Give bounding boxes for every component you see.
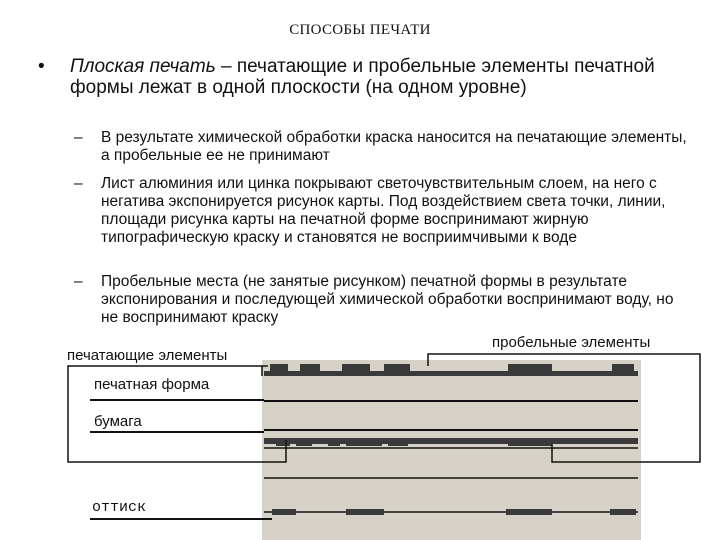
plate-printing-element bbox=[384, 364, 410, 371]
print-ink-mark bbox=[272, 509, 296, 515]
label-printing-elements: печатающие элементы bbox=[67, 347, 228, 364]
subpoint-marker: – bbox=[74, 175, 83, 192]
subpoint-text: Пробельные места (не занятые рисунком) печатной формы в результате экспонирования и последующей химической обработки воспринимают воду, но не воспринимают краску bbox=[101, 273, 674, 326]
slide-title: СПОСОБЫ ПЕЧАТИ bbox=[289, 22, 431, 38]
print-ink-mark bbox=[506, 509, 552, 515]
print-ink-mark bbox=[610, 509, 636, 515]
plate-printing-element bbox=[342, 364, 370, 371]
paper-ink-strip bbox=[264, 438, 638, 444]
plate-printing-element bbox=[270, 364, 288, 371]
bullet-term: Плоская печать bbox=[70, 56, 216, 77]
label-paper: бумага bbox=[94, 413, 142, 430]
subpoint-text: Лист алюминия или цинка покрывают светочувствительным слоем, на него с негатива экспонируется рисунок карты. Под воздействием света точки, линии, площади рисунка карты на печатной форме воспринимают жирную типографическую краску и становятся не восприимчивыми к воде bbox=[101, 175, 666, 246]
plate-printing-element bbox=[612, 364, 634, 371]
paper-printing-element bbox=[328, 441, 340, 446]
paper-printing-element bbox=[276, 441, 290, 446]
diagram-background bbox=[262, 360, 641, 540]
plate-ink-strip bbox=[264, 371, 638, 376]
bullet-marker: • bbox=[38, 56, 45, 77]
plate-printing-element bbox=[508, 364, 552, 371]
subpoint-marker: – bbox=[74, 129, 83, 146]
label-blank-elements: пробельные элементы bbox=[492, 334, 651, 351]
subpoint-text: В результате химической обработки краска наносится на печатающие элементы, а пробельные ее не принимают bbox=[101, 129, 687, 164]
paper-printing-element bbox=[508, 441, 552, 446]
print-ink-mark bbox=[346, 509, 384, 515]
plate-printing-element bbox=[300, 364, 320, 371]
label-printing-plate: печатная форма bbox=[94, 376, 210, 393]
label-print: оттиск bbox=[92, 499, 147, 516]
paper-printing-element bbox=[388, 441, 408, 446]
bullet-definition: – печатающие и пробельные элементы печатной формы лежат в одной плоскости (на одном уровне) bbox=[70, 56, 655, 98]
paper-printing-element bbox=[346, 441, 382, 446]
subpoint-marker: – bbox=[74, 273, 83, 290]
paper-printing-element bbox=[296, 441, 312, 446]
